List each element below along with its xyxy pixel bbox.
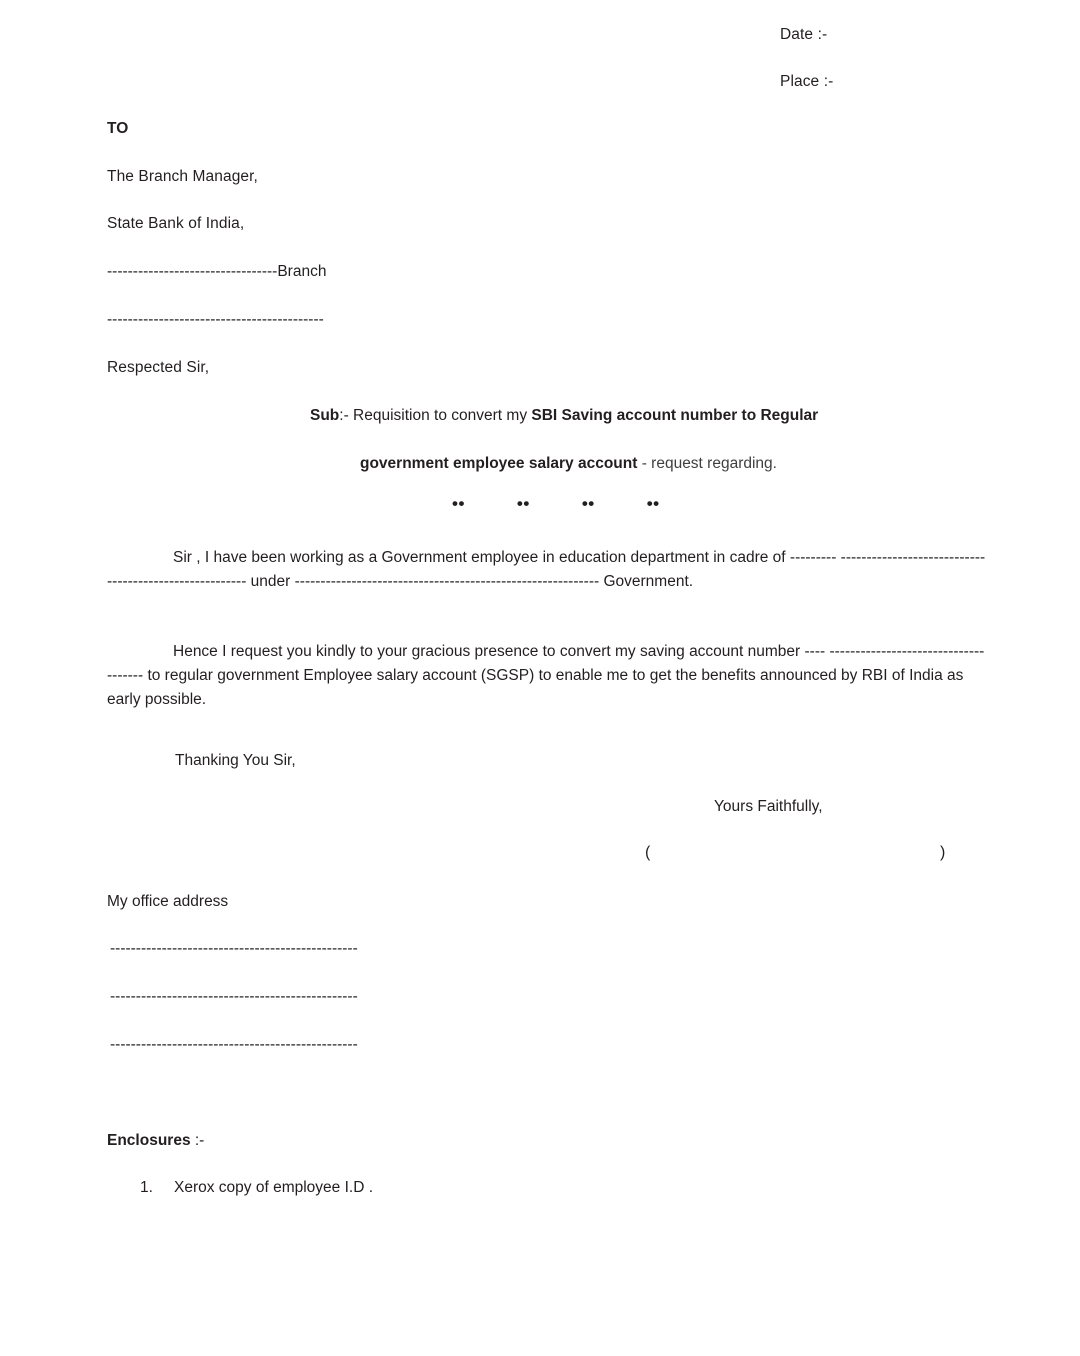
subject-text-bold-2: government employee salary account [360, 455, 638, 472]
divider-dot-1: •• [452, 494, 465, 513]
body-paragraph-1 [107, 546, 987, 594]
body-paragraph-2 [107, 640, 987, 712]
date-label: Date [780, 26, 814, 43]
subject-prefix-separator: :- [339, 407, 349, 424]
recipient-address-blank: ------------------------------------------ [107, 311, 324, 328]
recipient-branch-blank: ---------------------------------Branch [107, 263, 327, 280]
paragraph-1-text: Sir , I have been working as a Government employee in education department in cadre of --------- ------------------------------------------------------- under ----------------------------------------------------------- Government. [107, 549, 986, 591]
subject-prefix: Sub [310, 407, 340, 424]
office-address-label: My office address [107, 893, 229, 910]
paragraph-2-text: Hence I request you kindly to your gracious presence to convert my saving account number ---- ------------------------------------- to regular government Employee salary account (SGSP) to enable me to get the benefits announced by RBI of India as early possible. [107, 643, 985, 709]
enclosure-number: 1. [140, 1179, 153, 1196]
list-item [140, 1179, 373, 1197]
subject-line-2 [360, 455, 777, 474]
divider-dot-2: •• [516, 494, 530, 513]
enclosures-label-separator: :- [194, 1132, 205, 1149]
recipient-line-1: The Branch Manager, [107, 168, 258, 185]
date-separator: :- [817, 26, 828, 43]
closing-line: Yours Faithfully, [714, 798, 823, 815]
office-address-blank-1: ------------------------------------------------ [110, 940, 358, 957]
subject-text-plain: Requisition to convert my [348, 407, 532, 424]
salutation: Respected Sir, [107, 359, 210, 376]
place-label: Place [780, 73, 820, 90]
thanking-line: Thanking You Sir, [175, 752, 296, 769]
subject-text-bold: SBI Saving account number to Regular [531, 407, 819, 424]
divider-dot-4: •• [646, 494, 660, 513]
date-field [780, 26, 827, 44]
enclosures-label-text: Enclosures [107, 1132, 191, 1149]
office-address-blank-3: ------------------------------------------------ [110, 1036, 358, 1053]
divider-dot-3: •• [581, 494, 595, 513]
subject-request-regarding: - request regarding. [637, 455, 777, 472]
place-field [780, 73, 833, 91]
place-separator: :- [823, 73, 834, 90]
enclosure-text: Xerox copy of employee I.D . [174, 1179, 374, 1196]
enclosures-label [107, 1132, 204, 1150]
subject-line-1 [310, 407, 818, 426]
to-label: TO [107, 120, 129, 137]
divider-dots [452, 494, 660, 514]
office-address-blank-2: ------------------------------------------------ [110, 988, 358, 1005]
signature-paren-open: ( [645, 844, 651, 861]
recipient-line-2: State Bank of India, [107, 215, 245, 232]
signature-paren-close: ) [940, 844, 946, 861]
